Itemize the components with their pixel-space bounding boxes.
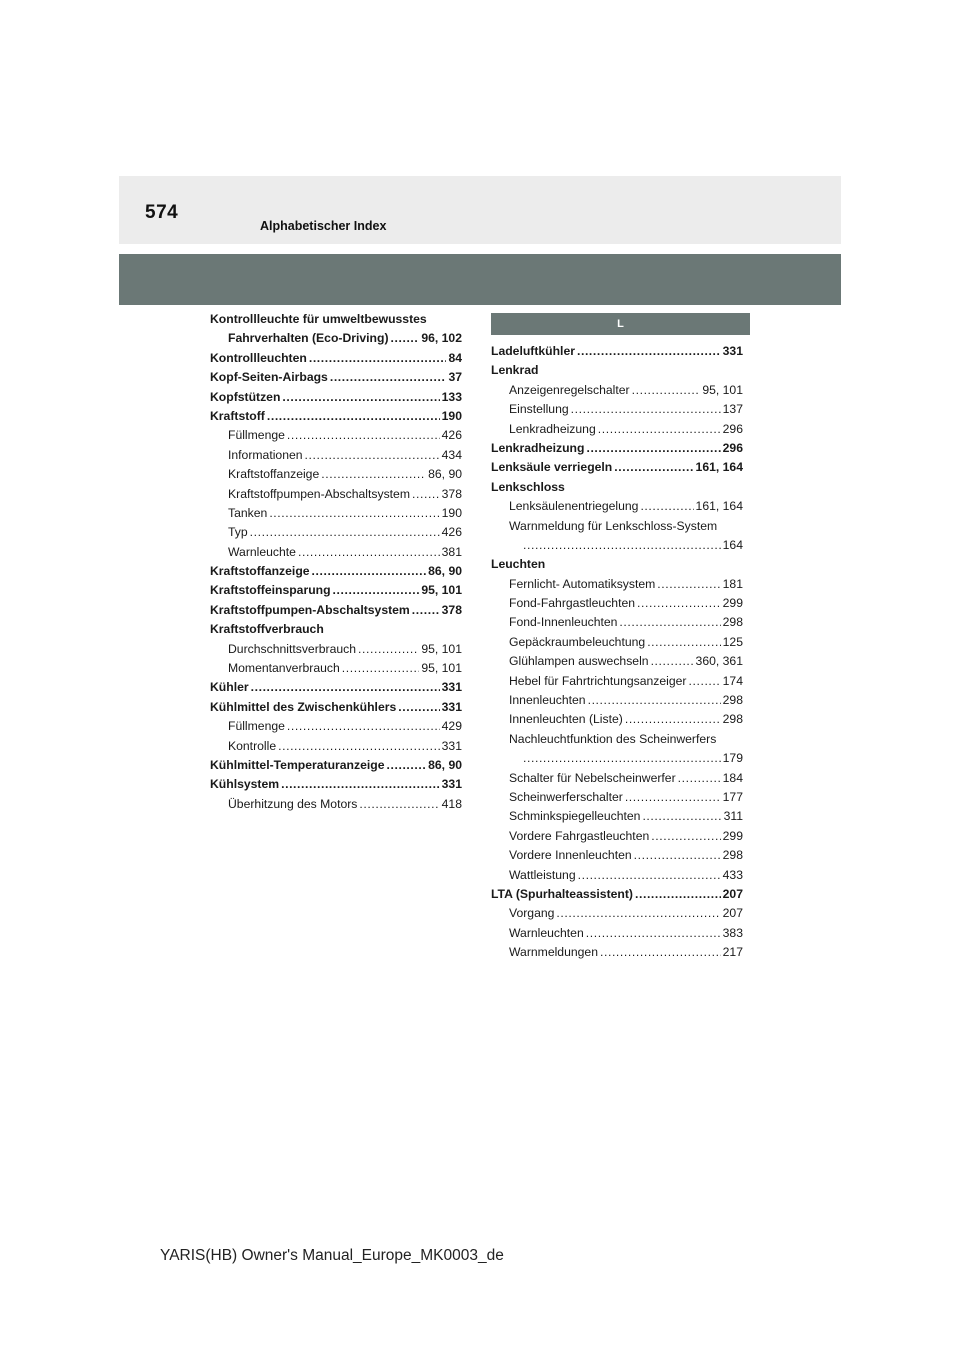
index-entry	[491, 846, 743, 865]
leader-dots	[635, 885, 721, 904]
index-entry	[491, 730, 743, 749]
leader-dots	[391, 329, 420, 348]
index-entry-term: Kraftstoffpumpen-Abschaltsystem	[228, 486, 410, 501]
index-entry-page: 360, 361	[695, 654, 743, 669]
index-entry-term: Fernlicht- Automatiksystem	[509, 576, 656, 591]
index-entry-page: 37	[448, 370, 462, 385]
leader-dots	[287, 426, 440, 445]
index-entry-term: Anzeigenregelschalter	[509, 382, 630, 397]
index-entry-term: Kühlmittel des Zwischenkühlers	[210, 699, 397, 714]
leader-dots	[298, 543, 440, 562]
index-entry-page: 298	[722, 615, 743, 630]
index-entry-page: 174	[722, 673, 743, 688]
index-entry	[210, 698, 462, 717]
leader-dots	[689, 672, 721, 691]
index-entry	[491, 361, 743, 380]
index-entry-page: 86, 90	[428, 564, 462, 579]
leader-dots	[333, 581, 420, 600]
index-entry-page: 331	[441, 738, 462, 753]
index-entry-term: Momentanverbrauch	[228, 661, 340, 676]
index-entry	[210, 775, 462, 794]
leader-dots	[556, 904, 720, 923]
leader-dots	[571, 400, 721, 419]
index-entry	[210, 504, 462, 523]
index-entry	[491, 807, 743, 826]
index-entry-term: Leuchten	[491, 557, 546, 572]
index-entry-page: 133	[441, 389, 462, 404]
leader-dots	[359, 795, 439, 814]
index-entry-term: Kontrollleuchte für umweltbewusstes	[210, 312, 427, 326]
index-entry-term: Kopfstützen	[210, 389, 281, 404]
page-number: 574	[145, 202, 179, 223]
leader-dots	[577, 342, 721, 361]
index-entry-term: Glühlampen auswechseln	[509, 654, 649, 669]
index-entry-page: 299	[722, 596, 743, 611]
index-entry	[491, 866, 743, 885]
index-entry	[210, 446, 462, 465]
index-entry-page: 296	[722, 421, 743, 436]
index-entry-term: Warnleuchte	[228, 544, 296, 559]
index-entry-term: Kraftstoffanzeige	[228, 467, 320, 482]
index-entry	[210, 737, 462, 756]
index-entry-term: Tanken	[228, 505, 268, 520]
leader-dots	[250, 523, 440, 542]
index-entry	[491, 381, 743, 400]
index-entry-page: 95, 101	[421, 641, 462, 656]
index-entry-term: Innenleuchten	[509, 693, 586, 708]
leader-dots	[281, 775, 440, 794]
index-entry	[210, 349, 462, 368]
leader-dots	[278, 737, 440, 756]
index-entry-term: Warnmeldung für Lenkschloss-System	[509, 518, 718, 533]
index-entry-page: 95, 101	[421, 661, 462, 676]
index-entry-page: 179	[722, 751, 743, 766]
index-entry	[491, 672, 743, 691]
index-entry-page: 433	[722, 867, 743, 882]
leader-dots	[387, 756, 427, 775]
index-entry	[210, 465, 462, 484]
footer-manual-id: YARIS(HB) Owner's Manual_Europe_MK0003_de	[160, 1247, 504, 1264]
index-entry	[491, 827, 743, 846]
index-entry	[210, 581, 462, 600]
index-entry-page: 207	[722, 906, 743, 921]
leader-dots	[412, 601, 440, 620]
index-entry-term: Kopf-Seiten-Airbags	[210, 370, 328, 385]
leader-dots	[600, 943, 721, 962]
leader-dots	[523, 536, 721, 555]
index-entry-term: Warnleuchten	[509, 925, 584, 940]
index-column-right	[491, 342, 743, 963]
index-entry-page: 331	[722, 344, 743, 358]
index-entry	[210, 601, 462, 620]
section-title: Alphabetischer Index	[260, 219, 387, 233]
index-entry-page: 125	[722, 634, 743, 649]
leader-dots	[632, 381, 701, 400]
leader-dots	[625, 788, 721, 807]
index-entry-page: 311	[723, 809, 743, 824]
leader-dots	[651, 827, 720, 846]
header-band	[119, 176, 841, 244]
index-entry	[210, 329, 462, 348]
index-entry	[491, 710, 743, 729]
leader-dots	[412, 485, 440, 504]
index-entry-page: 426	[441, 428, 462, 443]
leader-dots	[523, 749, 721, 768]
index-entry-page: 161, 164	[695, 460, 743, 475]
index-entry	[491, 788, 743, 807]
index-entry-term: LTA (Spurhalteassistent)	[491, 886, 633, 901]
index-entry-page: 161, 164	[695, 499, 743, 514]
leader-dots	[614, 458, 693, 477]
index-entry-page: 299	[722, 828, 743, 843]
index-entry	[491, 555, 743, 574]
index-entry	[491, 749, 743, 768]
leader-dots	[269, 504, 439, 523]
index-entry	[491, 400, 743, 419]
index-entry-term: Kühlsystem	[210, 777, 280, 792]
index-entry-term: Lenkradheizung	[491, 440, 585, 455]
leader-dots	[586, 924, 721, 943]
index-entry-page: 378	[441, 486, 462, 501]
index-entry-term: Fahrverhalten (Eco-Driving)	[228, 331, 389, 346]
index-entry-term: Kontrollleuchten	[210, 350, 307, 365]
leader-dots	[305, 446, 440, 465]
index-entry-term: Kraftstoffpumpen-Abschaltsystem	[210, 602, 410, 617]
index-entry	[210, 426, 462, 445]
letter-heading-l: L	[491, 313, 750, 335]
index-entry	[210, 717, 462, 736]
index-entry-page: 86, 90	[428, 467, 462, 482]
index-entry-term: Kontrolle	[228, 738, 277, 753]
index-entry-page: 418	[441, 796, 462, 811]
index-column-left	[210, 310, 462, 814]
index-entry-term: Kraftstoffverbrauch	[210, 622, 324, 637]
index-entry-term: Schalter für Nebelscheinwerfer	[509, 770, 676, 785]
index-entry	[210, 640, 462, 659]
index-entry-page: 177	[722, 789, 743, 804]
index-entry-page: 86, 90	[428, 757, 462, 772]
index-entry-term: Kraftstoffanzeige	[210, 564, 310, 579]
index-entry-term: Lenkschloss	[491, 479, 565, 494]
index-entry	[210, 310, 462, 329]
index-entry	[491, 497, 743, 516]
leader-dots	[651, 652, 694, 671]
index-entry-term: Hebel für Fahrtrichtungsanzeiger	[509, 673, 687, 688]
index-entry-term: Scheinwerferschalter	[509, 789, 623, 804]
index-entry-term: Kraftstoffeinsparung	[210, 583, 331, 598]
index-entry-page: 429	[441, 719, 462, 734]
index-entry	[491, 924, 743, 943]
index-entry-page: 296	[722, 440, 743, 455]
leader-dots	[251, 678, 440, 697]
leader-dots	[312, 562, 427, 581]
index-entry	[491, 594, 743, 613]
index-entry-term: Lenksäulenentriegelung	[509, 499, 639, 514]
index-entry	[491, 633, 743, 652]
leader-dots	[309, 349, 447, 368]
index-entry-page: 84	[448, 350, 462, 365]
index-entry-page: 298	[722, 712, 743, 727]
index-entry	[491, 420, 743, 439]
leader-dots	[330, 368, 447, 387]
index-entry	[491, 342, 743, 361]
index-entry	[210, 756, 462, 775]
index-entry	[491, 904, 743, 923]
index-entry	[491, 458, 743, 477]
leader-dots	[398, 698, 439, 717]
index-entry	[210, 620, 462, 639]
index-entry-page: 217	[722, 945, 743, 960]
index-entry-term: Typ	[228, 525, 248, 540]
index-entry-term: Schminkspiegelleuchten	[509, 809, 641, 824]
leader-dots	[267, 407, 440, 426]
index-entry	[210, 407, 462, 426]
index-entry-page: 190	[441, 408, 462, 423]
leader-dots	[647, 633, 720, 652]
index-entry-page: 434	[441, 447, 462, 462]
leader-dots	[642, 807, 721, 826]
index-entry-term: Vorgang	[509, 906, 555, 921]
leader-dots	[586, 439, 720, 458]
index-entry-term: Vordere Innenleuchten	[509, 848, 632, 863]
index-entry-term: Nachleuchtfunktion des Scheinwerfers	[509, 731, 717, 746]
index-entry-page: 184	[722, 770, 743, 785]
leader-dots	[287, 717, 440, 736]
leader-dots	[678, 769, 721, 788]
index-entry	[210, 523, 462, 542]
index-entry	[210, 543, 462, 562]
leader-dots	[321, 465, 426, 484]
index-entry-page: 383	[722, 925, 743, 940]
index-entry-page: 298	[722, 693, 743, 708]
leader-dots	[282, 388, 439, 407]
index-entry-page: 95, 101	[702, 382, 743, 397]
index-entry-page: 181	[722, 576, 743, 591]
index-entry	[210, 562, 462, 581]
index-entry	[491, 691, 743, 710]
index-entry	[210, 388, 462, 407]
index-entry-term: Kraftstoff	[210, 408, 265, 423]
leader-dots	[588, 691, 721, 710]
chapter-band	[119, 254, 841, 305]
index-entry	[210, 368, 462, 387]
index-entry-term: Füllmenge	[228, 428, 285, 443]
index-entry	[491, 478, 743, 497]
leader-dots	[342, 659, 420, 678]
index-entry	[491, 885, 743, 904]
leader-dots	[634, 846, 721, 865]
index-entry	[210, 678, 462, 697]
index-entry-term: Lenksäule verriegeln	[491, 460, 613, 475]
leader-dots	[625, 710, 721, 729]
index-entry-page: 331	[441, 699, 462, 714]
index-entry-term: Wattleistung	[509, 867, 576, 882]
leader-dots	[637, 594, 721, 613]
index-entry-term: Vordere Fahrgastleuchten	[509, 828, 650, 843]
index-entry-term: Lenkradheizung	[509, 421, 596, 436]
index-entry	[210, 659, 462, 678]
index-entry-page: 164	[722, 537, 743, 552]
index-entry-page: 190	[441, 505, 462, 520]
index-entry-term: Kühlmittel-Temperaturanzeige	[210, 757, 385, 772]
leader-dots	[598, 420, 721, 439]
index-entry	[491, 652, 743, 671]
index-entry-term: Fond-Innenleuchten	[509, 615, 618, 630]
index-entry-page: 381	[441, 544, 462, 559]
index-entry-term: Einstellung	[509, 402, 569, 417]
index-entry	[491, 536, 743, 555]
index-entry-term: Ladeluftkühler	[491, 344, 575, 358]
index-entry-page: 207	[722, 886, 743, 901]
leader-dots	[578, 866, 721, 885]
index-entry	[491, 943, 743, 962]
index-entry-term: Innenleuchten (Liste)	[509, 712, 623, 727]
leader-dots	[619, 613, 720, 632]
index-entry-page: 426	[441, 525, 462, 540]
index-entry-term: Warnmeldungen	[509, 945, 598, 960]
leader-dots	[640, 497, 693, 516]
leader-dots	[657, 575, 720, 594]
index-entry	[210, 485, 462, 504]
index-entry-page: 95, 101	[421, 583, 462, 598]
index-entry-page: 298	[722, 848, 743, 863]
index-entry-page: 137	[722, 402, 743, 417]
index-entry	[491, 439, 743, 458]
index-entry	[491, 769, 743, 788]
index-entry-term: Durchschnittsverbrauch	[228, 641, 357, 656]
index-entry	[491, 613, 743, 632]
index-entry	[491, 517, 743, 536]
index-entry-term: Überhitzung des Motors	[228, 796, 358, 811]
index-entry-term: Lenkrad	[491, 363, 539, 378]
index-entry-term: Füllmenge	[228, 719, 285, 734]
index-entry-term: Fond-Fahrgastleuchten	[509, 596, 636, 611]
index-entry-term: Kühler	[210, 680, 249, 695]
index-entry-term: Informationen	[228, 447, 303, 462]
index-entry	[210, 795, 462, 814]
leader-dots	[358, 640, 419, 659]
index-entry-page: 331	[441, 680, 462, 695]
index-entry	[491, 575, 743, 594]
index-entry-page: 96, 102	[421, 331, 462, 346]
index-entry-page: 378	[441, 602, 462, 617]
index-entry-page: 331	[441, 777, 462, 792]
index-entry-term: Gepäckraumbeleuchtung	[509, 634, 646, 649]
